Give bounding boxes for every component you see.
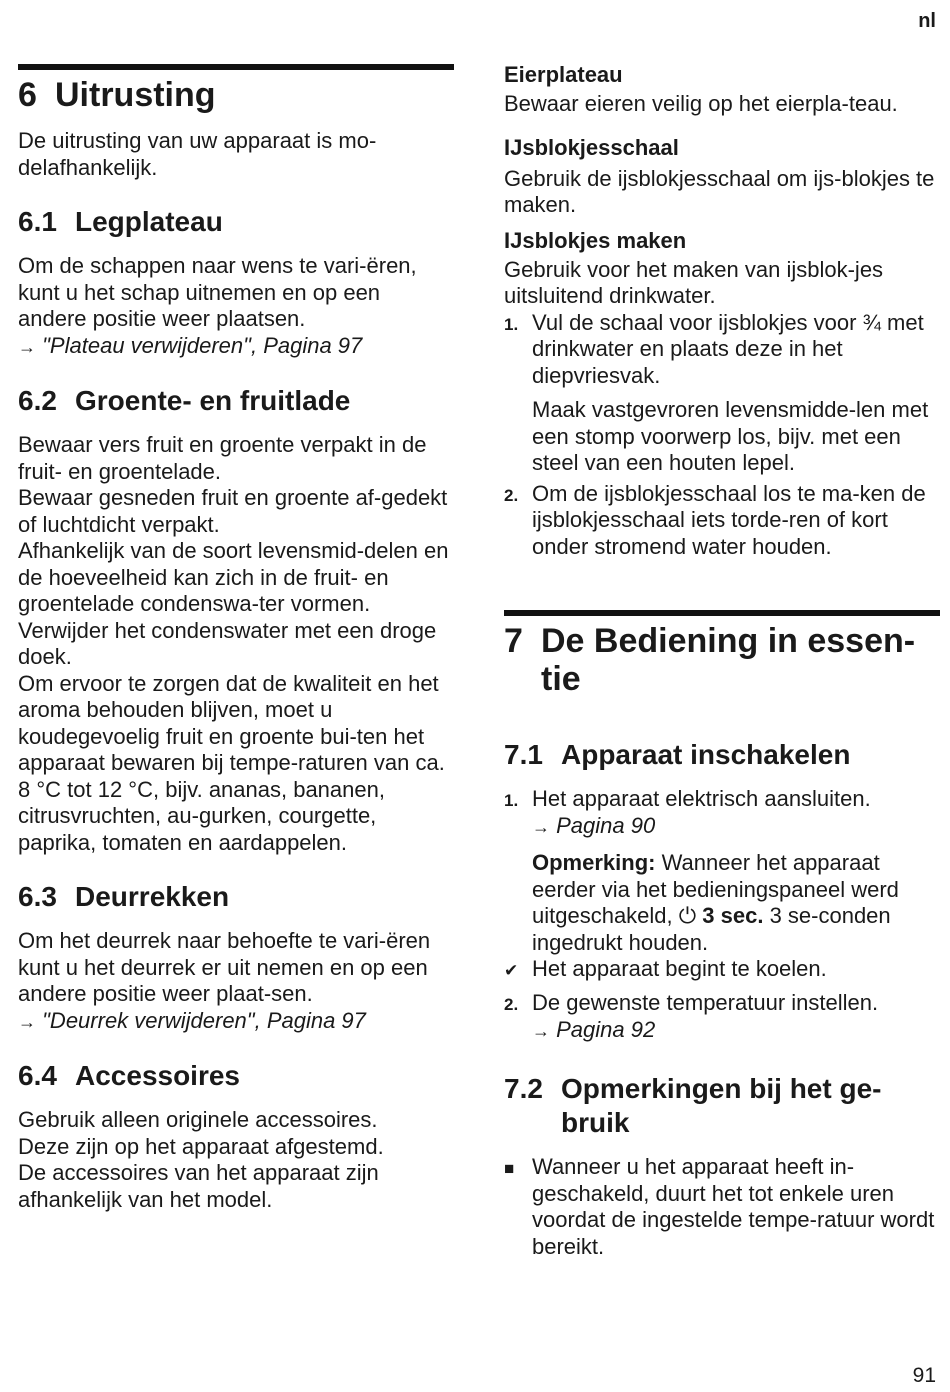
note-duration: 3 sec. xyxy=(696,903,764,928)
section-7-1-heading: 7.1 Apparaat inschakelen xyxy=(504,739,851,770)
section-6-2-paragraph: Bewaar gesneden fruit en groente af-gedekt of luchtdicht verpakt. xyxy=(18,485,448,537)
ijsblokjes-maken-heading: IJsblokjes maken xyxy=(504,227,687,253)
section-6-2-paragraph: Afhankelijk van de soort levensmid-delen en de hoeveelheid kan zich in de fruit- en groentelade condenswa-ter vormen. xyxy=(18,538,449,616)
chapter-7-heading: 7 De Bediening in essen-tie xyxy=(504,622,916,698)
arrow-right-icon: → xyxy=(532,1020,550,1041)
section-6-3-heading: 6.3 Deurrekken xyxy=(18,881,230,912)
step-number: 1. xyxy=(504,791,519,810)
step-text: De gewenste temperatuur instellen. xyxy=(532,990,879,1015)
inschakelen-steps xyxy=(504,786,940,1044)
chapter-7-rule xyxy=(504,610,940,616)
step-note: Maak vastgevroren levensmidde-len met een stomp voorwerp los, bijv. met een steel van een houten lepel. xyxy=(532,397,929,475)
step-number: 1. xyxy=(504,314,519,334)
step-number: 2. xyxy=(504,995,519,1014)
step-text: Om de ijsblokjesschaal los te ma-ken de ijsblokjesschaal iets torde-ren of kort onder stromend water houden. xyxy=(532,480,926,559)
step-text: Het apparaat elektrisch aansluiten. xyxy=(532,786,871,811)
list-item xyxy=(504,786,940,956)
list-item xyxy=(504,990,940,1044)
ijsblokjesschaal-heading: IJsblokjesschaal xyxy=(504,134,679,160)
list-item xyxy=(504,310,940,477)
eierplateau-text: Bewaar eieren veilig op het eierpla-teau. xyxy=(504,91,898,116)
section-6-1-heading: 6.1 Legplateau xyxy=(18,206,223,237)
left-column xyxy=(18,0,454,1213)
section-6-1-text: Om de schappen naar wens te vari-ëren, kunt u het schap uitnemen en op een andere positie weer plaatsen. xyxy=(18,253,417,331)
step-number: 2. xyxy=(504,485,519,505)
section-6-4-paragraph: Deze zijn op het apparaat afgestemd. xyxy=(18,1133,384,1159)
list-item xyxy=(504,956,940,986)
note-block: Opmerking: Wanneer het apparaat eerder via het bedieningspaneel werd uitgeschakeld, ⏻ 3 sec. 3 se-conden ingedrukt houden. xyxy=(532,850,899,955)
chapter-6-rule xyxy=(18,64,454,70)
chapter-6-intro: De uitrusting van uw apparaat is mo-delafhankelijk. xyxy=(18,128,377,180)
right-column xyxy=(504,0,940,1260)
section-6-2-heading: 6.2 Groente- en fruitlade xyxy=(18,385,351,416)
result-text: Het apparaat begint te koelen. xyxy=(532,956,827,981)
section-7-2-heading: 7.2 Opmerkingen bij het ge-bruik xyxy=(504,1073,882,1138)
arrow-right-icon: → xyxy=(18,336,36,357)
section-6-2-paragraph: Verwijder het condenswater met een droge doek. xyxy=(18,617,437,669)
step-reference[interactable]: → Pagina 90 xyxy=(532,812,656,838)
eierplateau-heading: Eierplateau xyxy=(504,62,623,87)
step-text: Vul de schaal voor ijsblokjes voor ¾ met drinkwater en plaats deze in het diepvriesvak. xyxy=(532,309,924,388)
note-label: Opmerking: xyxy=(532,850,656,875)
section-6-2-paragraph: Om ervoor te zorgen dat de kwaliteit en het aroma behouden blijven, moet u koudegevoelig fruit en groente bui-ten het apparaat bewaren bij tempe-raturen van ca. 8 °C tot 12 °C, bijv. ananas, bananen, citrusvruchten, au-gurken, courgette, paprika, tomaten en aardappelen. xyxy=(18,670,445,855)
chapter-6-heading: 6 Uitrusting xyxy=(18,76,216,114)
checkmark-icon: ✔ xyxy=(504,961,519,980)
bullet-text: Wanneer u het apparaat heeft in-geschakeld, duurt het tot enkele uren voordat de ingestelde tempe-ratuur wordt bereikt. xyxy=(532,1154,935,1259)
list-item xyxy=(504,1154,940,1260)
section-6-4-paragraph: De accessoires van het apparaat zijn afhankelijk van het model. xyxy=(18,1160,379,1212)
ijsblokjes-steps xyxy=(504,310,940,561)
ijsblokjesschaal-text: Gebruik de ijsblokjesschaal om ijs-blokjes te maken. xyxy=(504,165,935,217)
section-6-1-reference[interactable]: → "Plateau verwijderen", Pagina 97 xyxy=(18,332,363,358)
ijsblokjes-maken-text: Gebruik voor het maken van ijsblok-jes uitsluitend drinkwater. xyxy=(504,256,884,308)
section-6-4-paragraph: Gebruik alleen originele accessoires. xyxy=(18,1107,378,1132)
section-6-3-text: Om het deurrek naar behoefte te vari-ëren kunt u het deurrek er uit nemen en op een andere positie weer plaat-sen. xyxy=(18,928,431,1006)
section-6-3-reference[interactable]: → "Deurrek verwijderen", Pagina 97 xyxy=(18,1007,366,1033)
list-item xyxy=(504,481,940,561)
step-reference[interactable]: → Pagina 92 xyxy=(532,1016,656,1042)
page-number: 91 xyxy=(912,1364,936,1387)
arrow-right-icon: → xyxy=(18,1011,36,1032)
language-code: nl xyxy=(918,10,936,32)
power-icon: ⏻ xyxy=(678,903,697,928)
square-bullet-icon: ■ xyxy=(504,1159,515,1178)
section-6-2-paragraph: Bewaar vers fruit en groente verpakt in de fruit- en groentelade. xyxy=(18,432,427,484)
gebruik-list xyxy=(504,1154,940,1260)
section-6-4-heading: 6.4 Accessoires xyxy=(18,1060,241,1091)
arrow-right-icon: → xyxy=(532,816,550,837)
